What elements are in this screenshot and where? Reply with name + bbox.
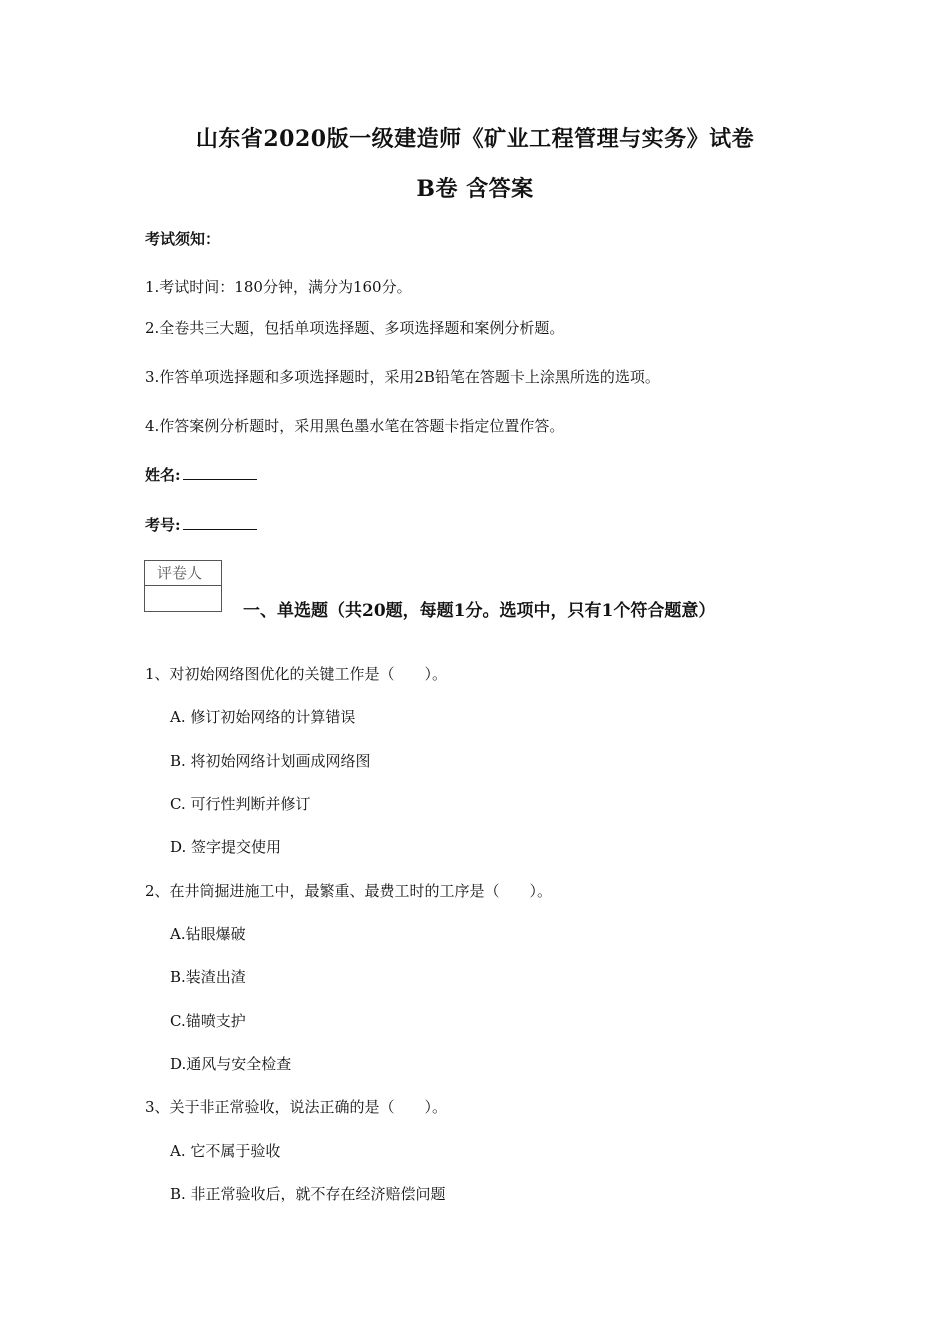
- question-1-stem: 1、对初始网络图优化的关键工作是（ ）。: [145, 665, 448, 683]
- grader-label: 评卷人: [145, 561, 221, 586]
- question-2-option-d: D.通风与安全检查: [170, 1055, 292, 1073]
- question-1-option-d: D. 签字提交使用: [170, 838, 282, 856]
- question-1-option-a: A. 修订初始网络的计算错误: [170, 708, 356, 726]
- grader-box: [144, 560, 222, 612]
- question-1-option-b: B. 将初始网络计划画成网络图: [170, 752, 371, 770]
- name-label: 姓名:: [145, 466, 181, 484]
- question-3-option-a: A. 它不属于验收: [170, 1142, 281, 1160]
- id-field: [145, 514, 257, 535]
- question-2-stem: 2、在井筒掘进施工中，最繁重、最费工时的工序是（ ）。: [145, 882, 553, 900]
- notice-item-1: 1.考试时间：180分钟，满分为160分。: [145, 278, 412, 296]
- name-field: [145, 464, 257, 485]
- notice-item-3: 3.作答单项选择题和多项选择题时，采用2B铅笔在答题卡上涂黑所选的选项。: [145, 368, 660, 386]
- notice-item-2: 2.全卷共三大题，包括单项选择题、多项选择题和案例分析题。: [145, 319, 565, 337]
- question-3-stem: 3、关于非正常验收，说法正确的是（ ）。: [145, 1098, 448, 1116]
- exam-title-line1: 山东省2020版一级建造师《矿业工程管理与实务》试卷: [195, 126, 755, 152]
- question-3-option-b: B. 非正常验收后，就不存在经济赔偿问题: [170, 1185, 446, 1203]
- id-blank: [183, 515, 257, 530]
- question-2-option-b: B.装渣出渣: [170, 968, 246, 986]
- question-2-option-a: A.钻眼爆破: [170, 925, 246, 943]
- exam-title-line2: B卷 含答案: [416, 176, 534, 202]
- id-label: 考号:: [145, 516, 181, 534]
- question-2-option-c: C.锚喷支护: [170, 1012, 246, 1030]
- question-1-option-c: C. 可行性判断并修订: [170, 795, 311, 813]
- name-blank: [183, 465, 257, 480]
- notice-heading: 考试须知：: [145, 230, 221, 248]
- section-heading: 一、单选题（共20题，每题1分。选项中，只有1个符合题意）: [243, 601, 716, 621]
- notice-item-4: 4.作答案例分析题时，采用黑色墨水笔在答题卡指定位置作答。: [145, 417, 565, 435]
